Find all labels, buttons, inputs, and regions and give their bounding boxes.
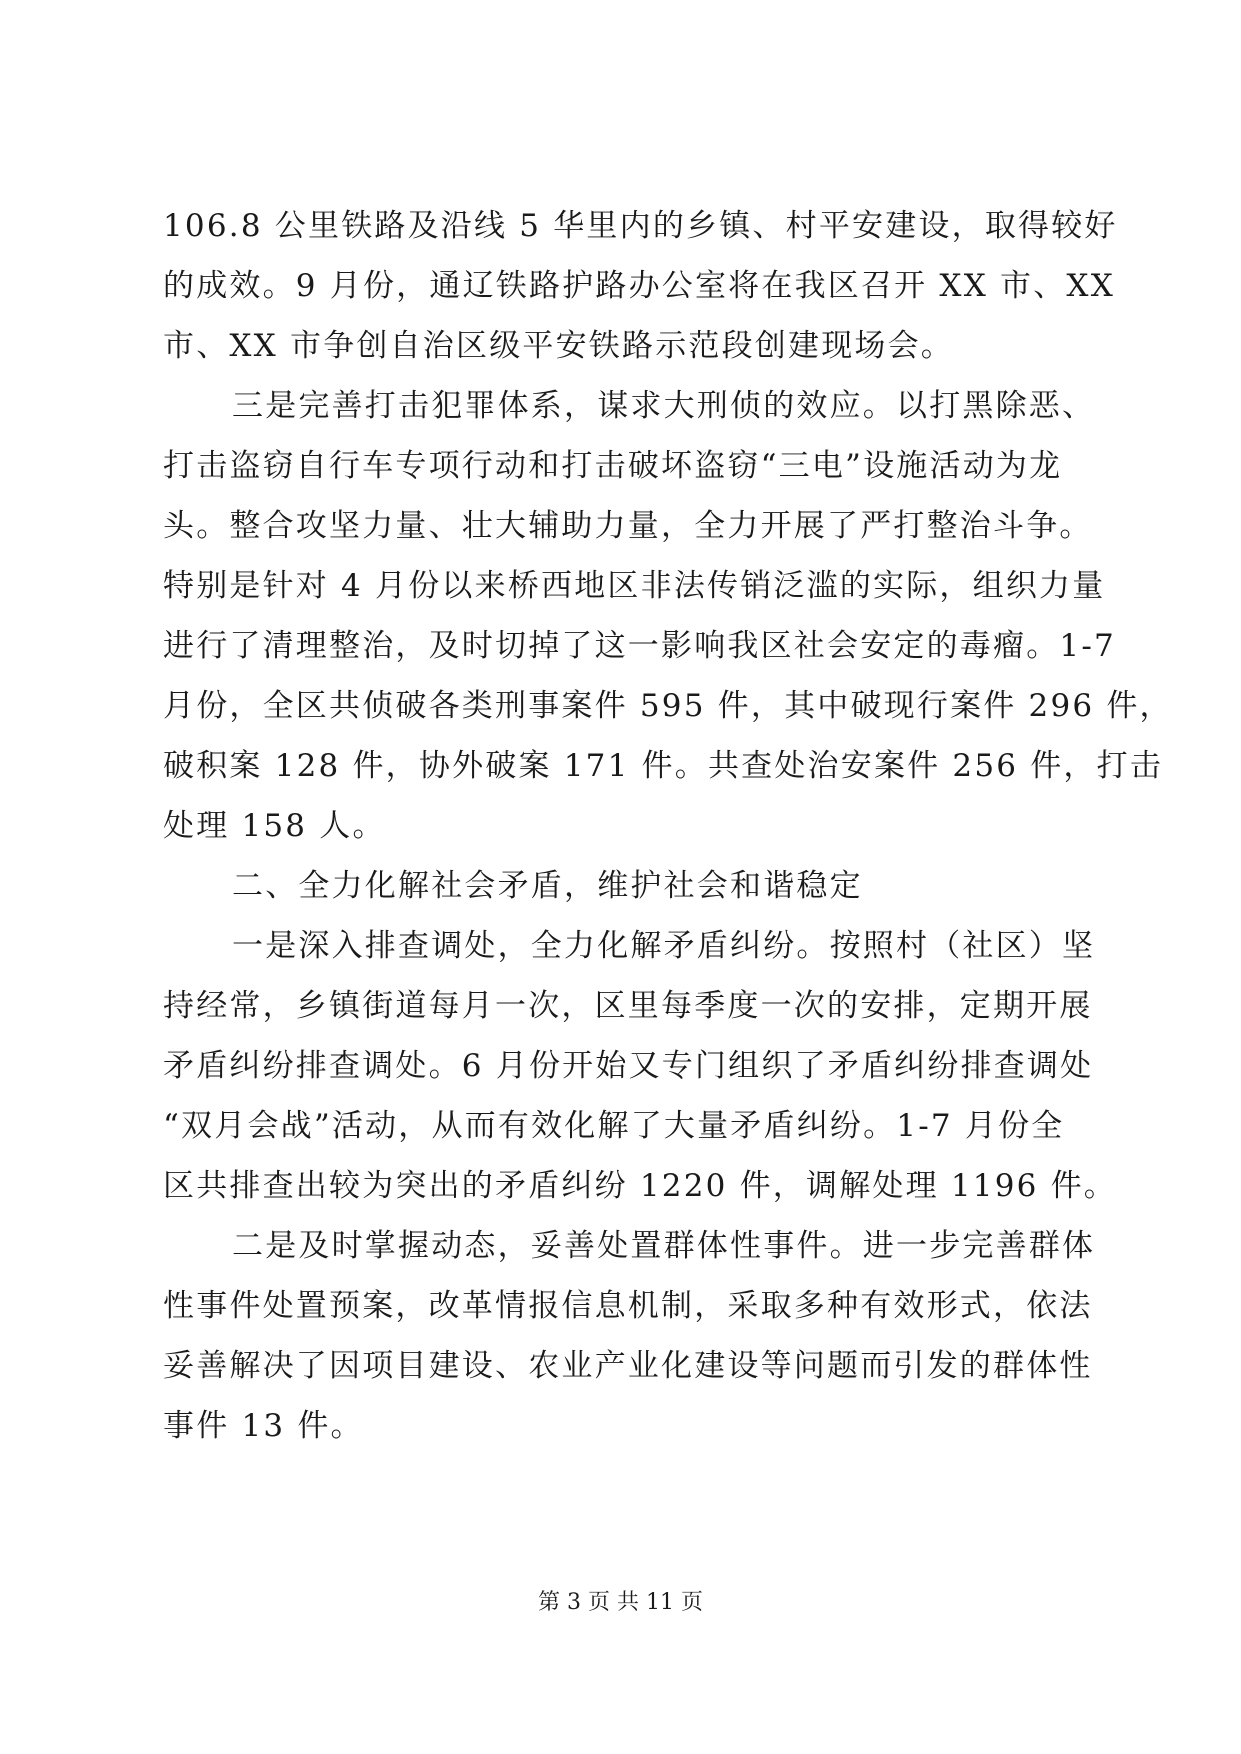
- body-line: 头。整合攻坚力量、壮大辅助力量，全力开展了严打整治斗争。: [163, 508, 1093, 544]
- body-line: “双月会战”活动，从而有效化解了大量矛盾纠纷。1-7 月份全: [163, 1108, 1065, 1144]
- body-line: 区共排查出较为突出的矛盾纠纷 1220 件，调解处理 1196 件。: [163, 1168, 1117, 1204]
- body-line: 特别是针对 4 月份以来桥西地区非法传销泛滥的实际，组织力量: [163, 568, 1106, 604]
- paragraph-start-line: 一是深入排查调处，全力化解矛盾纠纷。按照村（社区）坚: [232, 928, 1096, 964]
- body-line: 矛盾纠纷排查调处。6 月份开始又专门组织了矛盾纠纷排查调处: [163, 1048, 1094, 1084]
- body-line: 打击盗窃自行车专项行动和打击破坏盗窃“三电”设施活动为龙: [163, 448, 1063, 484]
- body-line: 月份，全区共侦破各类刑事案件 595 件，其中破现行案件 296 件，: [163, 688, 1173, 724]
- body-line: 106.8 公里铁路及沿线 5 华里内的乡镇、村平安建设，取得较好: [163, 208, 1118, 244]
- body-line: 破积案 128 件，协外破案 171 件。共查处治安案件 256 件，打击: [163, 748, 1164, 784]
- body-line: 持经常，乡镇街道每月一次，区里每季度一次的安排，定期开展: [163, 988, 1093, 1024]
- body-line: 进行了清理整治，及时切掉了这一影响我区社会安定的毒瘤。1-7: [163, 628, 1116, 664]
- paragraph-start-line: 三是完善打击犯罪体系，谋求大刑侦的效应。以打黑除恶、: [232, 388, 1096, 424]
- page-number-footer: 第 3 页 共 11 页: [538, 1590, 703, 1615]
- body-line: 的成效。9 月份，通辽铁路护路办公室将在我区召开 XX 市、XX: [163, 268, 1115, 304]
- body-line: 事件 13 件。: [163, 1408, 364, 1444]
- body-line: 妥善解决了因项目建设、农业产业化建设等问题而引发的群体性: [163, 1348, 1093, 1384]
- body-line: 处理 158 人。: [163, 808, 386, 844]
- paragraph-start-line: 二是及时掌握动态，妥善处置群体性事件。进一步完善群体: [232, 1228, 1096, 1264]
- section-heading: 二、全力化解社会矛盾，维护社会和谐稳定: [232, 868, 863, 904]
- body-line: 性事件处置预案，改革情报信息机制，采取多种有效形式，依法: [163, 1288, 1093, 1324]
- body-line: 市、XX 市争创自治区级平安铁路示范段创建现场会。: [163, 328, 954, 364]
